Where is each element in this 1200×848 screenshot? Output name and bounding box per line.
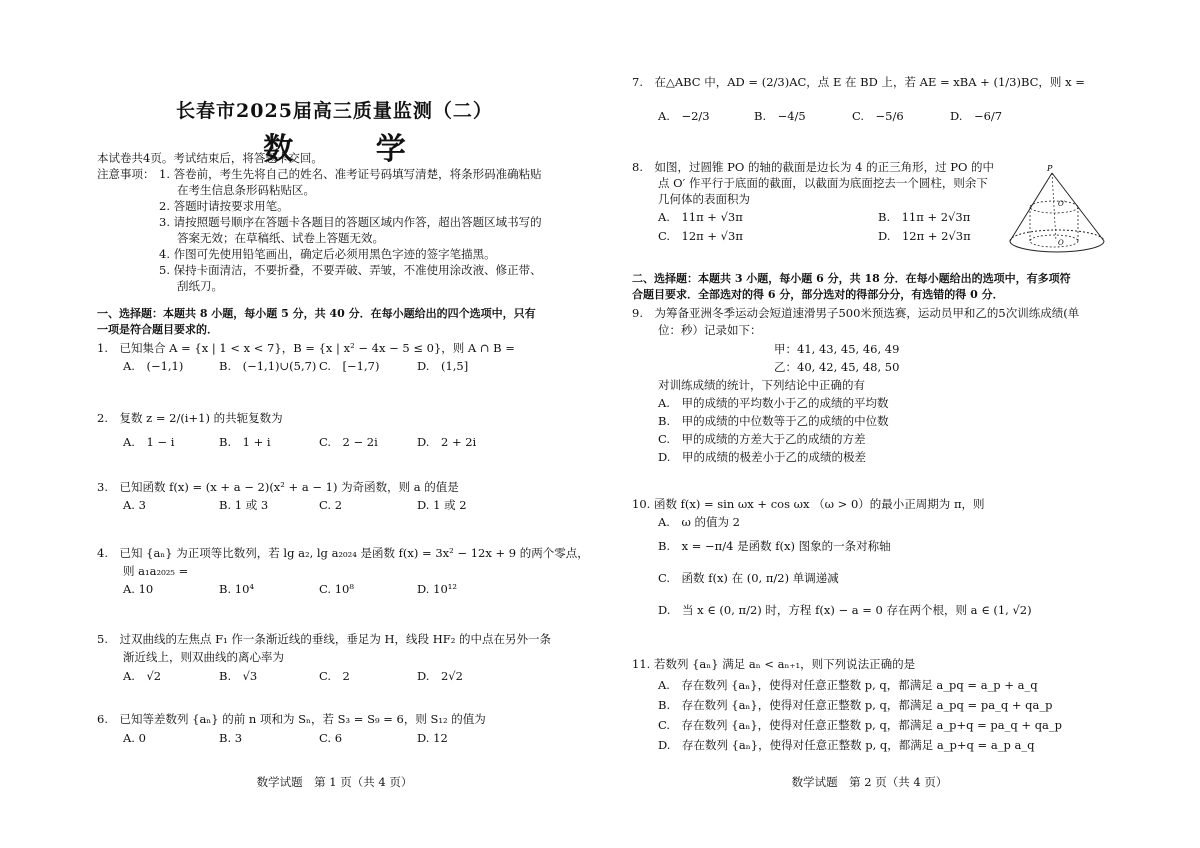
question-7-option-b: B. −4/5 [754,109,806,123]
page-1 [97,0,589,848]
question-4-stem: 4. 已知 {aₙ} 为正项等比数列，若 lg a₂, lg a₂₀₂₄ 是函数 f(x) = 3x² − 12x + 9 的两个零点， [97,546,589,560]
question-6-option-b: B. 3 [219,731,243,745]
question-1-option-d: D. (1,5] [417,359,469,373]
question-2-stem: 2. 复数 z = 2/(i+1) 的共轭复数为 [97,411,283,425]
section1-heading: 一项是符合题目要求的． [97,323,218,336]
figure-label-p: P [1047,164,1053,173]
question-8-option-a: A. 11π + √3π [658,210,743,224]
question-9-option-a: A. 甲的成绩的平均数小于乙的成绩的平均数 [658,396,889,410]
exam-title: 长春市2025届高三质量监测（二） [176,100,493,122]
question-7-option-d: D. −6/7 [950,109,1003,123]
question-6-option-a: A. 0 [123,731,146,745]
question-8-option-d: D. 12π + 2√3π [878,229,971,243]
question-7-stem: 7. 在△ABC 中，AD = (2/3)AC，点 E 在 BD 上，若 AE = xBA + (1/3)BC，则 x = [632,75,1085,89]
question-1-option-b: B. (−1,1)∪(5,7) [219,359,317,373]
intro-text: 本试卷共4页。考试结束后，将答题卡交回。 [97,151,323,165]
question-5-option-c: C. 2 [319,669,350,683]
question-8-stem-cont: 几何体的表面积为 [658,192,750,206]
section2-heading: 合题目要求．全部选对的得 6 分，部分选对的得部分分，有选错的得 0 分． [632,288,1004,301]
question-5-stem-cont: 渐近线上，则双曲线的离心率为 [123,650,284,664]
question-11-option-a: A. 存在数列 {aₙ}，使得对任意正整数 p, q，都满足 a_pq = a_p + a_q [658,678,1038,692]
page-footer: 数学试题 第 1 页（共 4 页） [256,775,413,789]
question-11-option-c: C. 存在数列 {aₙ}，使得对任意正整数 p, q，都满足 a_p+q = pa_q + qa_p [658,718,1063,732]
question-1-option-c: C. [−1,7) [319,359,380,373]
question-9-data-a: 甲：41, 43, 45, 46, 49 [774,342,900,356]
question-4-option-a: A. 10 [123,582,154,596]
question-1-option-a: A. (−1,1) [123,359,184,373]
note-line: 刮纸刀。 [177,279,223,293]
note-line: 在考生信息条形码粘贴区。 [177,183,315,197]
question-2-option-a: A. 1 − i [123,435,175,449]
question-3-option-d: D. 1 或 2 [417,498,467,512]
question-4-option-c: C. 10⁸ [319,582,354,596]
question-9-stem: 9. 为筹备亚洲冬季运动会短道速滑男子500米预选赛，运动员甲和乙的5次训练成绩(单 [632,306,1080,320]
question-5-option-a: A. √2 [123,669,162,683]
question-7-option-a: A. −2/3 [658,109,710,123]
note-line: 4. 作图可先使用铅笔画出，确定后必须用黑色字迹的签字笔描黑。 [159,247,496,261]
question-3-option-b: B. 1 或 3 [219,498,269,512]
note-line: 2. 答题时请按要求用笔。 [159,199,289,213]
question-2-option-d: D. 2 + 2i [417,435,477,449]
question-6-option-d: D. 12 [417,731,448,745]
note-line: 1. 答卷前，考生先将自己的姓名、准考证号码填写清楚，将条形码准确粘贴 [159,167,542,181]
question-5-option-b: B. √3 [219,669,258,683]
cone-figure [1004,163,1109,263]
figure-label-o-prime: O′ [1058,200,1066,208]
question-3-option-c: C. 2 [319,498,343,512]
question-2-option-b: B. 1 + i [219,435,271,449]
question-9-stem-cont: 位：秒）记录如下： [658,323,762,337]
section1-heading: 一、选择题：本题共 8 小题，每小题 5 分，共 40 分．在每小题给出的四个选项中，只有 [97,307,536,320]
question-7-option-c: C. −5/6 [852,109,904,123]
question-10-option-b: B. x = −π/4 是函数 f(x) 图象的一条对称轴 [658,539,891,553]
question-6-stem: 6. 已知等差数列 {aₙ} 的前 n 项和为 Sₙ，若 S₃ = S₉ = 6，则 S₁₂ 的值为 [97,712,486,726]
question-10-stem: 10. 函数 f(x) = sin ωx + cos ωx （ω > 0）的最小正周期为 π，则 [632,497,985,511]
question-3-stem: 3. 已知函数 f(x) = (x + a − 2)(x² + a − 1) 为奇函数，则 a 的值是 [97,480,459,494]
question-4-option-b: B. 10⁴ [219,582,255,596]
question-4-stem-cont: 则 a₁a₂₀₂₅ = [123,564,189,578]
page-2 [632,0,1107,848]
question-9-data-b: 乙：40, 42, 45, 48, 50 [774,360,900,374]
question-4-option-d: D. 10¹² [417,582,457,596]
question-10-option-c: C. 函数 f(x) 在 (0, π/2) 单调递减 [658,571,839,585]
question-3-option-a: A. 3 [123,498,146,512]
question-9-option-d: D. 甲的成绩的极差小于乙的成绩的极差 [658,450,866,464]
question-9-prompt: 对训练成绩的统计，下列结论中正确的有 [658,378,865,392]
question-8-stem: 8. 如图，过圆锥 PO 的轴的截面是边长为 4 的正三角形，过 PO 的中 [632,160,995,174]
question-9-option-c: C. 甲的成绩的方差大于乙的成绩的方差 [658,432,866,446]
question-1-stem: 1. 已知集合 A = {x | 1 < x < 7}，B = {x | x² − 4x − 5 ≤ 0}，则 A ∩ B = [97,341,515,355]
section2-heading: 二、选择题：本题共 3 小题，每小题 6 分，共 18 分．在每小题给出的选项中，有多项符 [632,272,1071,285]
question-10-option-d: D. 当 x ∈ (0, π/2) 时，方程 f(x) − a = 0 存在两个根，则 a ∈ (1, √2) [658,603,1032,617]
question-11-stem: 11. 若数列 {aₙ} 满足 aₙ < aₙ₊₁，则下列说法正确的是 [632,657,916,671]
question-5-stem: 5. 过双曲线的左焦点 F₁ 作一条渐近线的垂线，垂足为 H，线段 HF₂ 的中点在另外一条 [97,632,551,646]
question-10-option-a: A. ω 的值为 2 [658,515,740,529]
question-8-option-c: C. 12π + √3π [658,229,743,243]
notes-label: 注意事项： [97,167,155,181]
page-footer: 数学试题 第 2 页（共 4 页） [791,775,948,789]
note-line: 5. 保持卡面清洁，不要折叠，不要弄破、弄皱，不准使用涂改液、修正带、 [159,263,542,277]
note-line: 答案无效；在草稿纸、试卷上答题无效。 [177,231,384,245]
exam-subject: 数 学 [263,132,442,167]
question-8-stem-cont: 点 O′ 作平行于底面的截面，以截面为底面挖去一个圆柱，则余下 [658,176,988,190]
question-6-option-c: C. 6 [319,731,343,745]
note-line: 3. 请按照题号顺序在答题卡各题目的答题区域内作答，超出答题区域书写的 [159,215,542,229]
question-11-option-d: D. 存在数列 {aₙ}，使得对任意正整数 p, q，都满足 a_p+q = a_p a_q [658,738,1035,752]
question-8-option-b: B. 11π + 2√3π [878,210,971,224]
question-11-option-b: B. 存在数列 {aₙ}，使得对任意正整数 p, q，都满足 a_pq = pa_q + qa_p [658,698,1053,712]
question-9-option-b: B. 甲的成绩的中位数等于乙的成绩的中位数 [658,414,889,428]
question-5-option-d: D. 2√2 [417,669,463,683]
figure-label-o: O [1058,239,1064,247]
question-2-option-c: C. 2 − 2i [319,435,378,449]
